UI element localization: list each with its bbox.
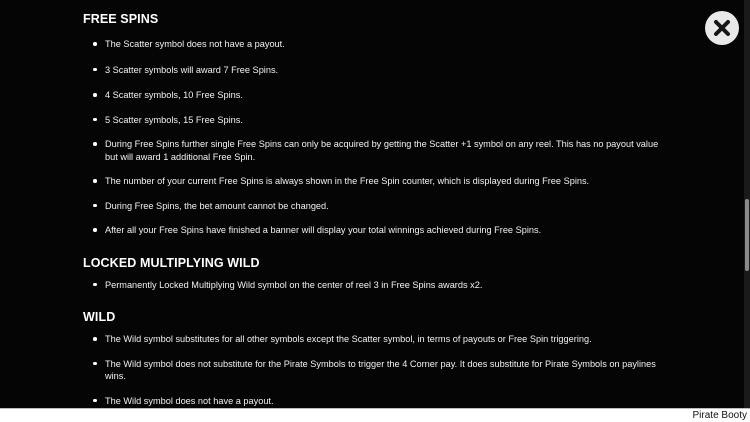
list-item: The Wild symbol does not substitute for the Pirate Symbols to trigger the 4 Corner pay. It does substitute for Pirate Symbols on paylines wins. bbox=[83, 358, 663, 383]
list-item: The Wild symbol substitutes for all other symbols except the Scatter symbol, in terms of payouts or Free Spin triggering. bbox=[83, 333, 663, 346]
game-title: Pirate Booty bbox=[692, 410, 747, 421]
list-item: After all your Free Spins have finished a banner will display your total winnings achieved during Free Spins. bbox=[83, 224, 663, 237]
wild-rules-list bbox=[83, 333, 663, 407]
free-spins-rules-list bbox=[83, 38, 663, 237]
section-heading-wild: WILD bbox=[83, 310, 116, 324]
rules-content bbox=[83, 11, 663, 407]
close-icon bbox=[705, 11, 739, 45]
list-item: 3 Scatter symbols will award 7 Free Spins. bbox=[83, 64, 663, 77]
locked-wild-rules-list bbox=[83, 279, 663, 292]
section-heading-locked-multiplying-wild: LOCKED MULTIPLYING WILD bbox=[83, 255, 260, 270]
list-item: During Free Spins further single Free Spins can only be acquired by getting the Scatter +1 symbol on any reel. This has no payout value but will award 1 additional Free Spin. bbox=[83, 138, 663, 163]
list-item: 4 Scatter symbols, 10 Free Spins. bbox=[83, 89, 663, 102]
close-button[interactable] bbox=[705, 11, 739, 45]
list-item: During Free Spins, the bet amount cannot be changed. bbox=[83, 200, 663, 213]
section-heading-free-spins: FREE SPINS bbox=[83, 12, 159, 26]
list-item: The Wild symbol does not have a payout. bbox=[83, 395, 663, 408]
list-item: The Scatter symbol does not have a payout. bbox=[83, 38, 663, 51]
scrollbar-thumb[interactable] bbox=[745, 199, 749, 271]
list-item: The number of your current Free Spins is always shown in the Free Spin counter, which is displayed during Free Spins. bbox=[83, 175, 663, 188]
list-item: Permanently Locked Multiplying Wild symbol on the center of reel 3 in Free Spins awards x2. bbox=[83, 279, 663, 292]
scrollbar[interactable] bbox=[744, 0, 750, 408]
footer-bar bbox=[0, 408, 750, 422]
list-item: 5 Scatter symbols, 15 Free Spins. bbox=[83, 114, 663, 127]
